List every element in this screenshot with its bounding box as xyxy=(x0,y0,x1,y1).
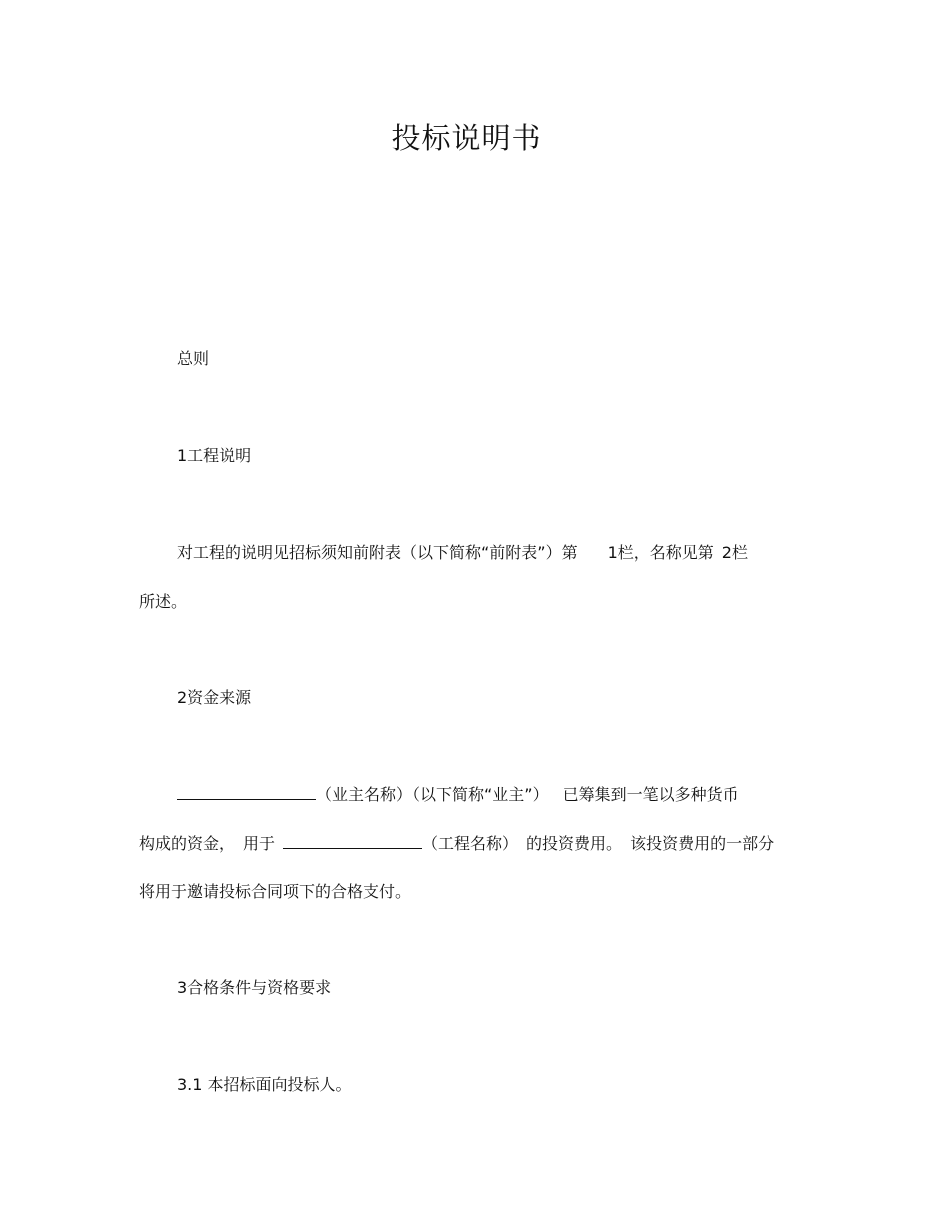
section1-text-a: 对工程的说明见招标须知前附表（以下简称“前附表”）第 xyxy=(177,543,578,562)
section3-item1: 3.1 本招标面向投标人。 xyxy=(177,1075,352,1094)
heading-general: 总则 xyxy=(177,349,210,368)
section2-line2-e: 该投资费用的一部分 xyxy=(630,834,775,853)
section3-heading: 3合格条件与资格要求 xyxy=(177,978,332,997)
section1-paragraph-line1 xyxy=(177,542,748,564)
section1-text-c: 2栏 xyxy=(721,543,748,562)
section1-heading: 1工程说明 xyxy=(177,446,252,465)
section2-line2-c: （工程名称） xyxy=(422,834,519,853)
section2-heading: 2资金来源 xyxy=(177,688,252,707)
section2-line2-b: 用于 xyxy=(243,834,276,853)
section1-text-b: 1栏，名称见第 xyxy=(607,543,714,562)
section2-paragraph-line1 xyxy=(177,784,739,806)
document-title: 投标说明书 xyxy=(391,121,542,155)
section2-paragraph-line3: 将用于邀请投标合同项下的合格支付。 xyxy=(139,882,412,901)
section2-line2-a: 构成的资金， xyxy=(139,834,236,853)
section2-paragraph-line2 xyxy=(139,833,774,855)
section2-line1-a: （业主名称）（以下简称“业主”） xyxy=(316,785,549,804)
section2-line2-d: 的投资费用。 xyxy=(526,834,623,853)
section1-paragraph-line2: 所述。 xyxy=(139,592,188,611)
owner-name-blank xyxy=(177,784,316,800)
section2-line1-b: 已筹集到一笔以多种货币 xyxy=(562,785,739,804)
project-name-blank xyxy=(283,833,422,849)
